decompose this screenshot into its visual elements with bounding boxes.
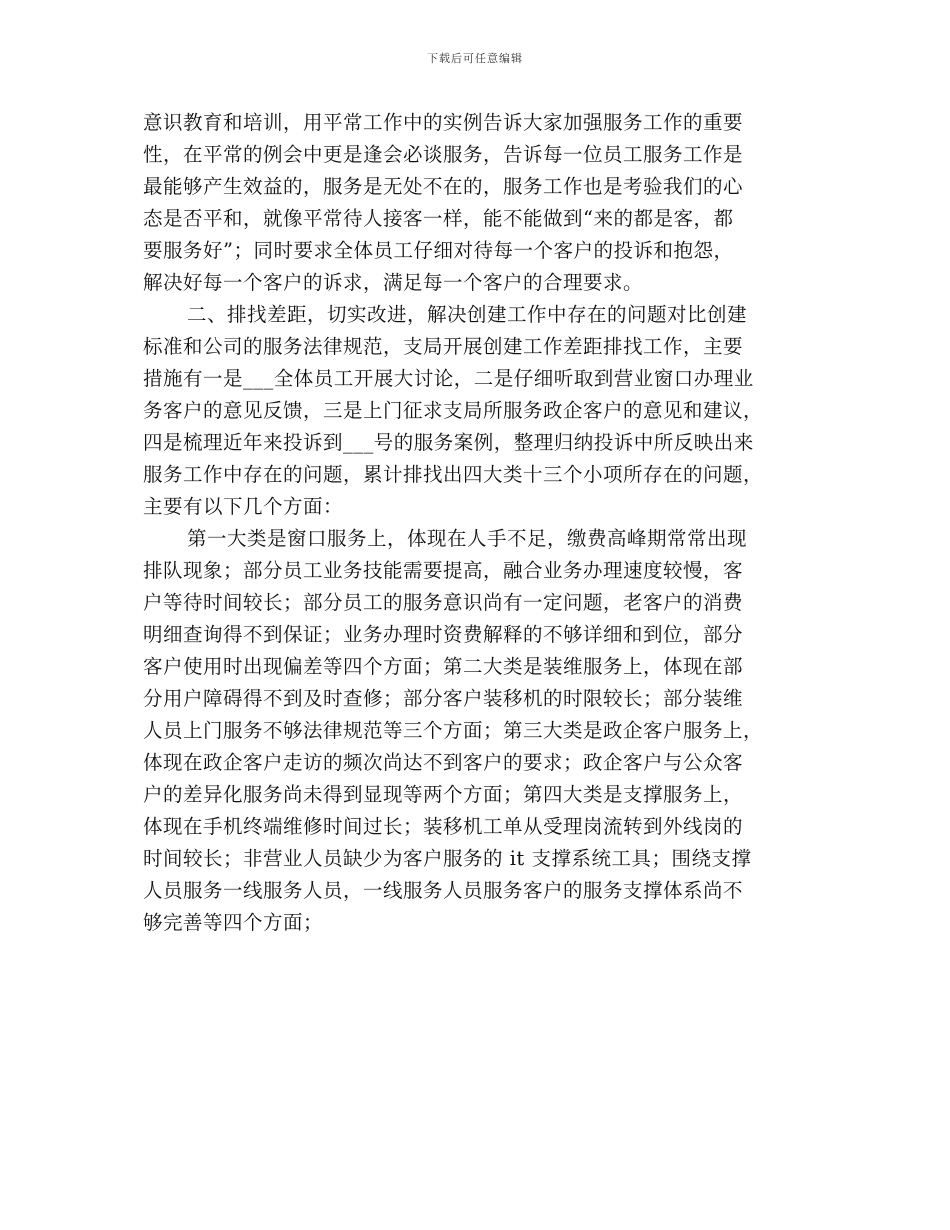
text-line: 标准和公司的服务法律规范，支局开展创建工作差距排找工作，主要 [143,335,744,358]
text-line: 措施有一是___全体员工开展大讨论，二是仔细听取到营业窗口办理业 [143,367,754,390]
text-line: 人员服务一线服务人员，一线服务人员服务客户的服务支撑体系尚不 [143,879,744,902]
text-line: 够完善等四个方面； [143,911,324,934]
text-line: 体现在手机终端维修时间过长；装移机工单从受理岗流转到外线岗的 [143,815,744,838]
text-line: 要服务好”；同时要求全体员工仔细对待每一个客户的投诉和抱怨， [143,239,734,262]
text-line: 体现在政企客户走访的频次尚达不到客户的要求；政企客户与公众客 [143,751,744,774]
text-line: 主要有以下几个方面： [143,495,344,518]
text-line: 解决好每一个客户的诉求，满足每一个客户的合理要求。 [143,271,644,294]
paragraph-1 [143,107,825,299]
paragraph-2 [143,299,825,523]
text-line: 人员上门服务不够法律规范等三个方面；第三大类是政企客户服务上， [143,719,764,742]
text-line: 态是否平和，就像平常待人接客一样，能不能做到“来的都是客，都 [143,207,734,230]
document-body [143,107,825,939]
paragraph-3 [143,523,825,939]
text-line: 明细查询得不到保证；业务办理时资费解释的不够详细和到位，部分 [143,623,744,646]
text-line: 意识教育和培训，用平常工作中的实例告诉大家加强服务工作的重要 [143,111,744,134]
text-line: 客户使用时出现偏差等四个方面；第二大类是装维服务上，体现在部 [143,655,744,678]
text-line: 二、排找差距，切实改进，解决创建工作中存在的问题对比创建 [187,303,748,326]
text-line: 性，在平常的例会中更是逢会必谈服务，告诉每一位员工服务工作是 [143,143,744,166]
text-line: 服务工作中存在的问题，累计排找出四大类十三个小项所存在的问题， [143,463,764,486]
text-line: 时间较长；非营业人员缺少为客户服务的 it 支撑系统工具；围绕支撑 [143,847,752,870]
text-line: 分用户障碍得不到及时查修；部分客户装移机的时限较长；部分装维 [143,687,744,710]
text-line: 户的差异化服务尚未得到显现等两个方面；第四大类是支撑服务上， [143,783,744,806]
text-line: 最能够产生效益的，服务是无处不在的，服务工作也是考验我们的心 [143,175,744,198]
text-line: 四是梳理近年来投诉到___号的服务案例，整理归纳投诉中所反映出来 [143,431,754,454]
text-line: 第一大类是窗口服务上，体现在人手不足，缴费高峰期常常出现 [187,527,748,550]
text-line: 排队现象；部分员工业务技能需要提高，融合业务办理速度较慢，客 [143,559,744,582]
text-line: 户等待时间较长；部分员工的服务意识尚有一定问题，老客户的消费 [143,591,744,614]
page-header: 下载后可任意编辑 [427,52,523,65]
text-line: 务客户的意见反馈，三是上门征求支局所服务政企客户的意见和建议， [143,399,764,422]
